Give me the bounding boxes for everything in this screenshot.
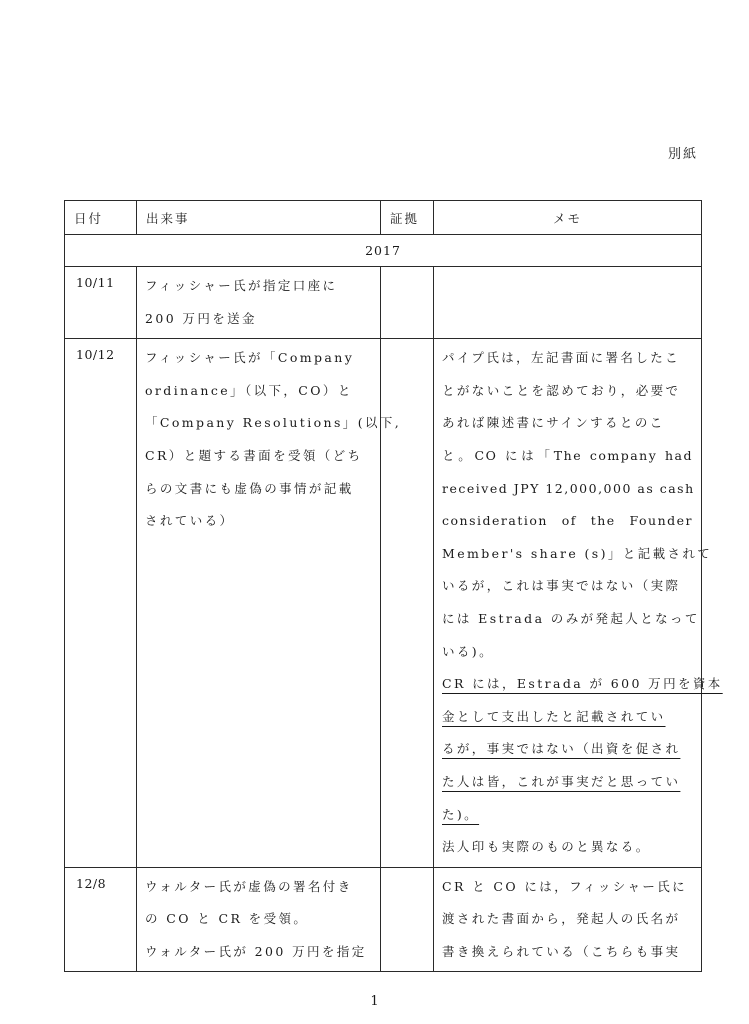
memo-line: には Estrada のみが発起人となって [442,610,700,626]
memo-line-underlined: た人は皆，これが事実だと思ってい [442,773,681,789]
year-row [65,235,702,267]
table-row [65,267,702,339]
memo-line: とがないことを認めており，必要で [442,382,681,398]
event-cell [137,867,381,972]
evidence-cell [381,867,434,972]
memo-cell [434,339,723,868]
date-cell: 10/12 [65,339,137,868]
memo-line: received JPY 12,000,000 as cash [442,480,695,496]
memo-line: consideration of the Founder [442,513,693,529]
memo-line: 法人印も実際のものと異なる。 [442,839,651,855]
event-line: ウォルター氏が虚偽の署名付き [145,878,353,894]
memo-line: Member's share (s)」と記載されて [442,545,713,561]
event-line: ウォルター氏が 200 万円を指定 [145,943,367,959]
header-row [65,201,702,235]
event-line: ordinance」（以下，CO）と [145,382,353,398]
header-date: 日付 [65,201,137,235]
table-row [65,339,702,868]
memo-line-underlined: CR には，Estrada が 600 万円を資本 [442,676,723,692]
event-line: フィッシャー氏が指定口座に [145,278,338,293]
event-line: 200 万円を送金 [145,310,257,326]
header-memo: メモ [434,201,702,235]
memo-line: CR と CO には，フィッシャー氏に [442,878,688,894]
attachment-label: 別紙 [668,147,699,162]
date-cell: 12/8 [65,867,137,972]
event-line: されている） [145,513,235,529]
memo-line: いるが，これは事実ではない（実際 [442,578,681,594]
memo-line: 書き換えられている（こちらも事実 [442,943,681,959]
event-cell [137,267,381,339]
evidence-cell [381,267,434,339]
memo-cell [434,267,702,339]
memo-line: あれば陳述書にサインするとのこ [442,415,665,431]
event-table [64,200,723,972]
table-row [65,867,702,972]
memo-line-underlined: た)。 [442,806,480,822]
memo-line: パイプ氏は，左記書面に署名したこ [442,350,681,366]
header-event: 出来事 [137,201,381,235]
memo-line-underlined: 金として支出したと記載されてい [442,708,666,724]
event-cell [137,339,402,868]
memo-cell [434,867,702,972]
event-line: の CO と CR を受領。 [145,911,309,927]
event-line: CR）と題する書面を受領（どち [145,447,363,463]
date-cell: 10/11 [65,267,137,339]
memo-line-underlined: るが，事実ではない（出資を促され [442,741,681,757]
event-line: 「Company Resolutions」(以下, [145,415,402,431]
event-line: らの文書にも虚偽の事情が記載 [145,480,354,496]
header-evidence: 証拠 [381,201,434,235]
page-number: 1 [370,994,379,1009]
memo-line: 渡された書面から，発起人の氏名が [442,911,681,927]
memo-line: いる)。 [442,643,494,659]
year-cell: 2017 [65,235,702,267]
memo-line: と。CO には「The company had [442,447,693,463]
event-line: フィッシャー氏が「Company [145,350,355,366]
